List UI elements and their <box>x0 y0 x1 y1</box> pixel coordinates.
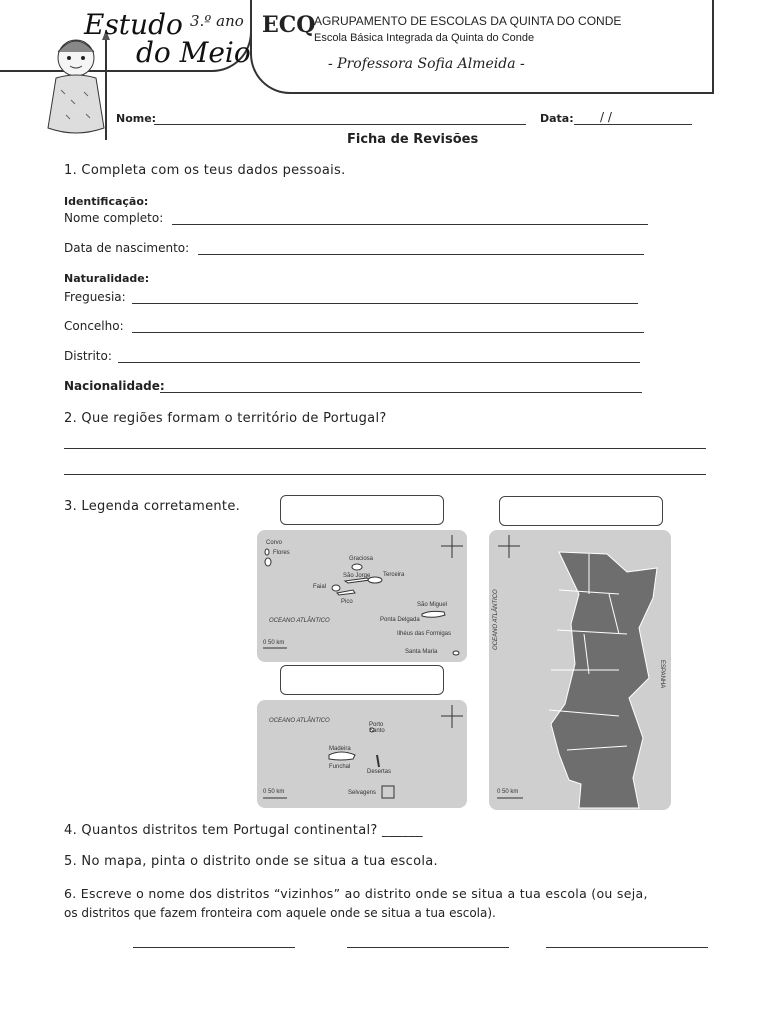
place-label: Madeira <box>329 746 351 752</box>
date-separators: / / <box>600 110 612 124</box>
madeira-map <box>257 700 467 808</box>
island-label: Faial <box>313 584 327 590</box>
parish-label: Freguesia: <box>64 290 126 304</box>
ocean-label: OCEANO ATLÂNTICO <box>493 589 499 650</box>
island-label: Flores <box>273 550 290 556</box>
teacher-name: - Professora Sofia Almeida - <box>328 56 525 72</box>
place-label: Funchal <box>329 764 351 770</box>
date-field[interactable] <box>574 124 692 125</box>
school-group: AGRUPAMENTO DE ESCOLAS DA QUINTA DO CONDE <box>314 14 622 28</box>
island-label: Ponta Delgada <box>380 617 420 623</box>
answer-line-2a[interactable] <box>64 448 706 449</box>
nationality-label: Nacionalidade: <box>64 379 165 393</box>
page-title: Ficha de Revisões <box>347 132 479 147</box>
island-label: Corvo <box>266 540 283 546</box>
ocean-label: OCEANO ATLÂNTICO <box>269 618 330 624</box>
legend-box-mainland[interactable] <box>499 496 663 526</box>
island-label: São Miguel <box>417 602 448 608</box>
island-label: São Jorge <box>343 573 371 579</box>
answer-line-6a[interactable] <box>133 947 295 948</box>
place-label: Porto Santo <box>369 722 385 734</box>
question-1: 1. Completa com os teus dados pessoais. <box>64 163 346 178</box>
grade-label: 3.º ano <box>190 12 244 30</box>
council-label: Concelho: <box>64 319 124 333</box>
azores-map <box>257 530 467 662</box>
island-label: Santa Maria <box>405 649 438 655</box>
scale-label: 0 50 km <box>263 789 285 795</box>
subject-line-1: Estudo <box>84 8 183 41</box>
mainland-districts <box>489 530 671 810</box>
name-label: Nome: <box>116 112 157 125</box>
naturality-label: Naturalidade: <box>64 272 150 285</box>
school-name: Escola Básica Integrada da Quinta do Conde <box>314 32 535 44</box>
school-logo: ECQ <box>262 12 316 38</box>
question-2: 2. Que regiões formam o território de Portugal? <box>64 411 387 426</box>
birth-date-field[interactable] <box>198 254 644 255</box>
answer-line-6c[interactable] <box>546 947 708 948</box>
council-field[interactable] <box>132 332 644 333</box>
name-field[interactable] <box>154 124 526 125</box>
scale-label: 0 50 km <box>263 640 285 646</box>
question-4: 4. Quantos distritos tem Portugal continental? ______ <box>64 823 423 838</box>
parish-field[interactable] <box>132 303 638 304</box>
date-label: Data: <box>540 112 574 125</box>
legend-box-madeira[interactable] <box>280 665 444 695</box>
scale-label: 0 50 km <box>497 789 519 795</box>
island-label: Pico <box>341 599 353 605</box>
island-label: Terceira <box>383 572 405 578</box>
island-label: Ilhéus das Formigas <box>397 631 452 637</box>
island-label: Graciosa <box>349 556 374 562</box>
place-label: Selvagens <box>348 790 377 796</box>
answer-line-2b[interactable] <box>64 474 706 475</box>
spain-label: ESPANHA <box>659 660 665 689</box>
question-6-line-2: os distritos que fazem fronteira com aquele onde se situa a tua escola). <box>64 906 496 920</box>
question-5: 5. No mapa, pinta o distrito onde se situa a tua escola. <box>64 854 438 869</box>
ocean-label: OCEANO ATLÂNTICO <box>269 718 330 724</box>
question-3: 3. Legenda corretamente. <box>64 499 241 514</box>
answer-line-6b[interactable] <box>347 947 509 948</box>
district-label: Distrito: <box>64 349 112 363</box>
nationality-field[interactable] <box>160 392 642 393</box>
legend-box-azores[interactable] <box>280 495 444 525</box>
subject-line-2: do Meio <box>136 36 251 69</box>
question-6-line-1: 6. Escreve o nome dos distritos “vizinhos” ao distrito onde se situa a tua escola (ou seja, <box>64 886 648 901</box>
district-field[interactable] <box>118 362 640 363</box>
birth-date-label: Data de nascimento: <box>64 241 190 255</box>
cartoon-child-illustration <box>36 30 116 150</box>
full-name-label: Nome completo: <box>64 211 164 225</box>
mainland-portugal-map <box>489 530 671 810</box>
full-name-field[interactable] <box>172 224 648 225</box>
place-label: Desertas <box>367 769 392 775</box>
identification-label: Identificação: <box>64 195 149 208</box>
